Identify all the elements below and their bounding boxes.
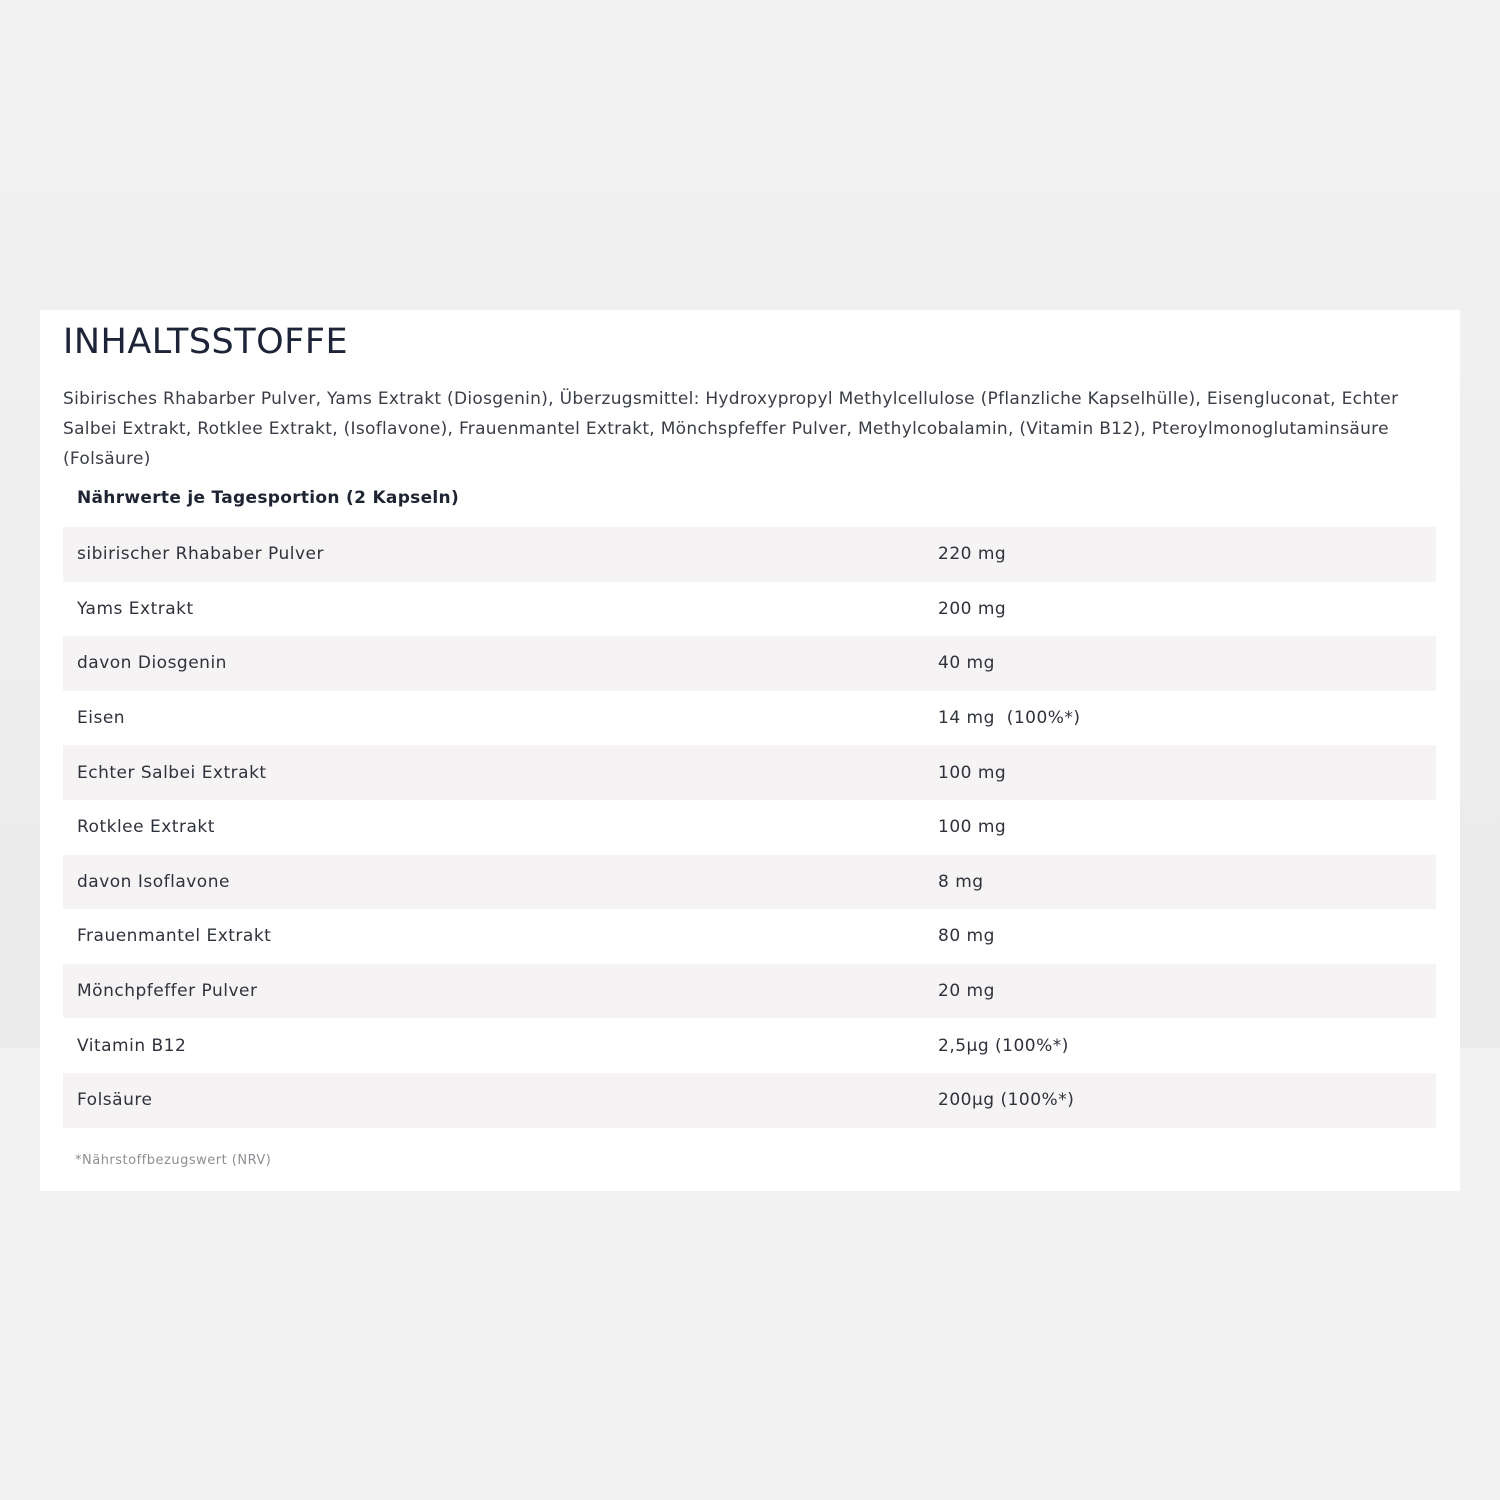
nutrient-value: 40 mg [938,653,995,674]
ingredients-text: Sibirisches Rhabarber Pulver, Yams Extrakt (Diosgenin), Überzugsmittel: Hydroxypropyl Methylcellulose (Pflanzliche Kapselhülle), Eisengluconat, Echter Salbei Extrakt, Rotklee Extrakt, (Isoflavone), Frauenmantel Extrakt, Mönchspfeffer Pulver, Methylcobalamin, (Vitamin B12), Pteroylmonoglutaminsäure (Folsäure) [63,389,1399,469]
table-row [63,527,1436,582]
nutrient-value: 20 mg [938,981,995,1002]
table-row [63,691,1436,746]
nutrient-value: 220 mg [938,544,1007,565]
nutrient-name: Rotklee Extrakt [77,817,215,838]
table-row [63,800,1436,855]
section-title: INHALTSSTOFFE [63,322,349,362]
table-row [63,964,1436,1019]
nutrient-name: Yams Extrakt [77,598,194,619]
nutrient-name: Echter Salbei Extrakt [77,762,267,783]
nrv-footnote: *Nährstoffbezugswert (NRV) [75,1153,272,1168]
nutrition-heading: Nährwerte je Tagesportion (2 Kapseln) [77,488,460,508]
table-row [63,1073,1436,1128]
table-row [63,855,1436,910]
nutrient-name: Mönchpfeffer Pulver [77,981,258,1002]
nutrient-value: 200 mg [938,598,1007,619]
nutrient-value: 200µg (100%*) [938,1090,1075,1111]
ingredients-card [40,310,1460,1191]
nutrient-name: Vitamin B12 [77,1035,187,1056]
table-row [63,1018,1436,1073]
nutrient-name: Eisen [77,708,126,729]
table-row [63,582,1436,637]
nutrient-name: davon Diosgenin [77,653,227,674]
nutrient-value: 14 mg (100%*) [938,708,1081,729]
nutrient-name: Frauenmantel Extrakt [77,926,272,947]
nutrient-name: sibirischer Rhababer Pulver [77,544,324,565]
nutrient-value: 100 mg [938,762,1007,783]
nutrient-value: 2,5µg (100%*) [938,1035,1069,1056]
nutrition-table [63,527,1436,1128]
table-row [63,636,1436,691]
nutrient-name: Folsäure [77,1090,153,1111]
nutrient-value: 100 mg [938,817,1007,838]
nutrient-value: 80 mg [938,926,995,947]
nutrient-value: 8 mg [938,871,984,892]
table-row [63,745,1436,800]
table-row [63,909,1436,964]
nutrient-name: davon Isoflavone [77,871,230,892]
